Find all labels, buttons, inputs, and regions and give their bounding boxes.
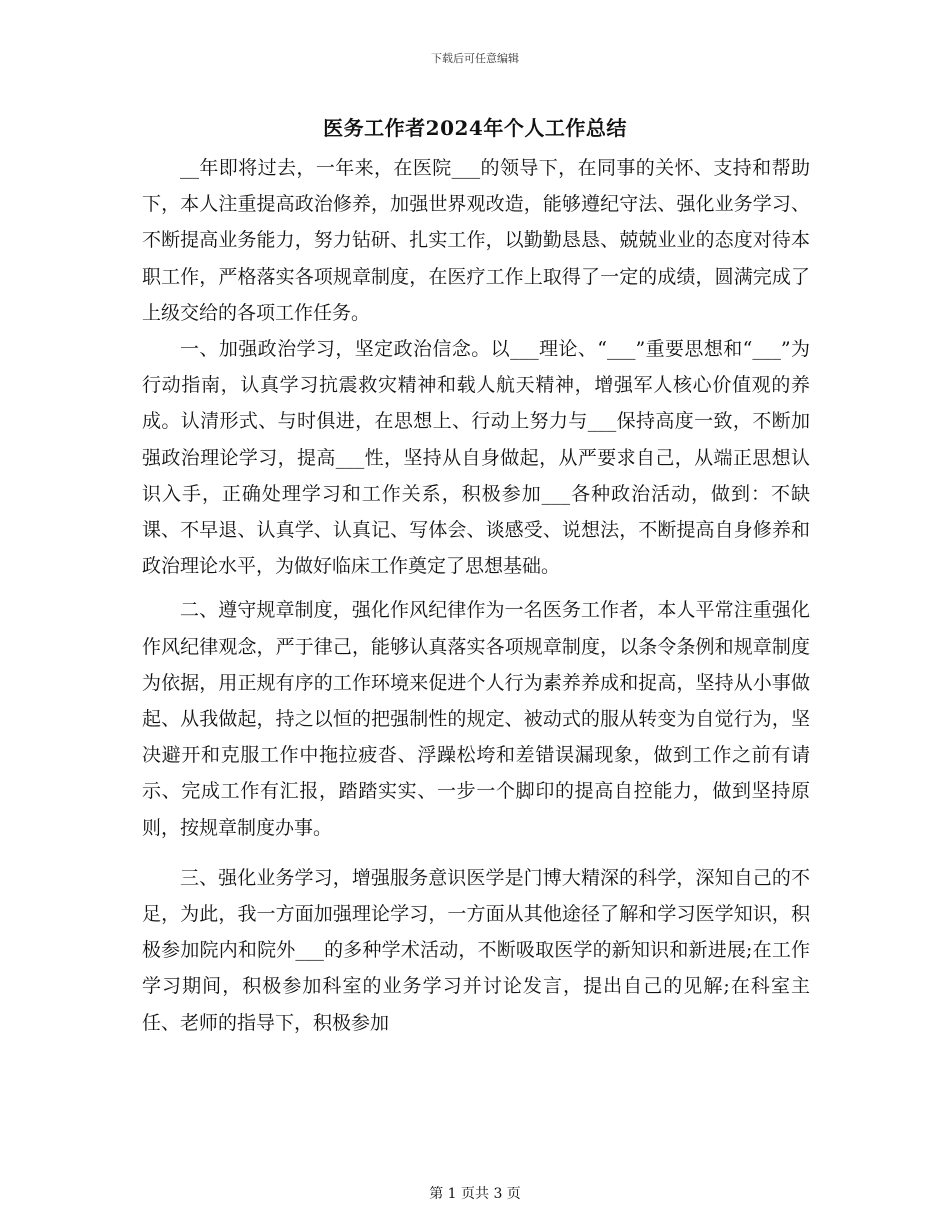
paragraph-intro: __年即将过去，一年来，在医院___的领导下，在同事的关怀、支持和帮助下，本人注重提高政治修养，加强世界观改造，能够遵纪守法、强化业务学习、不断提高业务能力，努力钻研、扎实工作，以勤勤恳恳、兢兢业业的态度对待本职工作，严格落实各项规章制度，在医疗工作上取得了一定的成绩，圆满完成了上级交给的各项工作任务。 xyxy=(142,157,810,324)
document-title: 医务工作者2024年个人工作总结 xyxy=(323,116,627,140)
paragraph-political-study: 一、加强政治学习，坚定政治信念。以___理论、“___”重要思想和“___”为行动指南，认真学习抗震救灾精神和载人航天精神，增强军人核心价值观的养成。认清形式、与时俱进，在思想上、行动上努力与___保持高度一致，不断加强政治理论学习，提高___性，坚持从自身做起，从严要求自己，从端正思想认识入手，正确处理学习和工作关系，积极参加___各种政治活动，做到：不缺课、不早退、认真学、认真记、写体会、谈感受、说想法，不断提高自身修养和政治理论水平，为做好临床工作奠定了思想基础。 xyxy=(142,338,810,578)
header-note: 下载后可任意编辑 xyxy=(431,52,519,65)
paragraph-rules-discipline: 二、遵守规章制度，强化作风纪律作为一名医务工作者，本人平常注重强化作风纪律观念，严于律己，能够认真落实各项规章制度，以条令条例和规章制度为依据，用正规有序的工作环境来促进个人行为素养养成和捉高，坚持从小事做起、从我做起，持之以恒的把强制性的规定、被动式的服从转变为自觉行为，坚决避开和克服工作中拖拉疲沓、浮躁松垮和差错误漏现象，做到工作之前有请示、完成工作有汇报，踏踏实实、一步一个脚印的提高自控能力，做到坚持原则，按规章制度办事。 xyxy=(142,599,810,839)
paragraph-professional-study: 三、强化业务学习，增强服务意识医学是门博大精深的科学，深知自己的不足，为此，我一方面加强理论学习，一方面从其他途径了解和学习医学知识，积极参加院内和院外___的多种学术活动，不断吸取医学的新知识和新进展;在工作学习期间，积极参加科室的业务学习并讨论发言，提出自己的见解;在科室主任、老师的指导下，积极参加 xyxy=(142,866,810,1034)
document-body xyxy=(142,150,810,1041)
page-number: 第 1 页共 3 页 xyxy=(429,1186,521,1202)
